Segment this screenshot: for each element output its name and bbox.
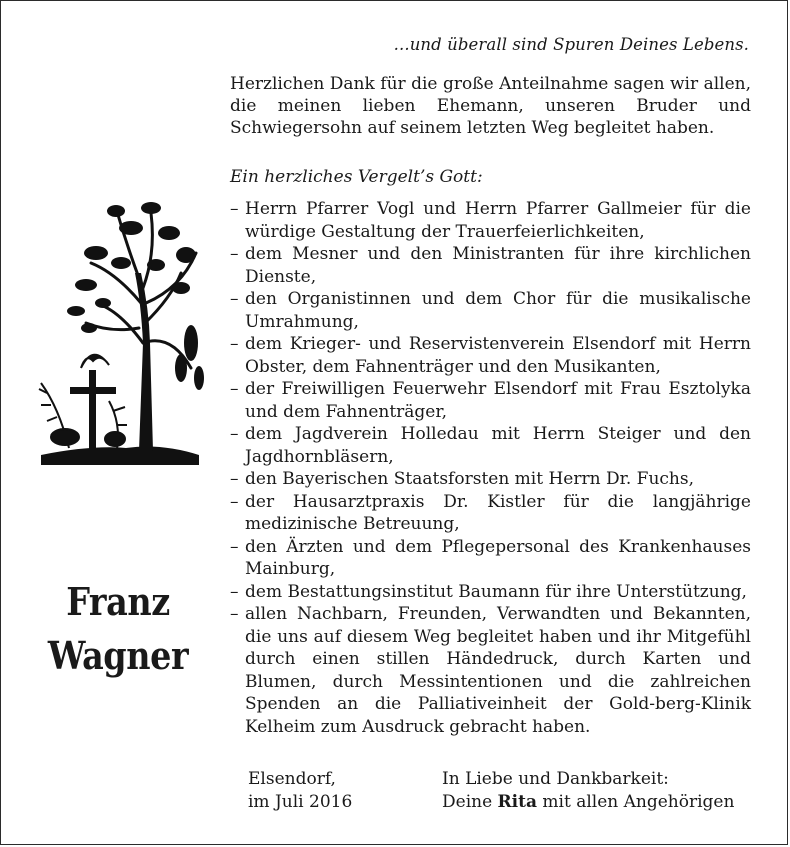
date: im Juli 2016 — [248, 791, 353, 812]
closing-line: In Liebe und Dankbarkeit: — [442, 769, 669, 789]
list-item: – Herrn Pfarrer Vogl und Herrn Pfarrer Gallmeier für die würdige Gestaltung der Trauerfeierlichkeiten, — [230, 198, 751, 243]
closing — [442, 768, 734, 813]
closing-suffix: mit allen Angehörigen — [542, 791, 735, 812]
signature-line — [442, 791, 734, 814]
place: Elsendorf, — [248, 769, 336, 789]
list-item: – der Freiwilligen Feuerwehr Elsendorf mit Frau Esztolyka und dem Fahnenträger, — [230, 378, 751, 423]
motto: ...und überall sind Spuren Deines Lebens. — [393, 35, 749, 54]
deceased-last-name: Wagner — [47, 633, 189, 678]
closing-prefix: Deine — [442, 791, 493, 812]
deceased-first-name: Franz — [66, 579, 170, 624]
list-item: – allen Nachbarn, Freunden, Verwandten und Bekannten, die uns auf diesem Weg begleitet haben und ihr Mitgefühl durch einen stillen Händedruck, durch Karten und Blumen, durch Messintentionen und die zahlreichen Spenden an die Palliativeinheit der Gold-berg-Klinik Kelheim zum Ausdruck gebracht haben. — [230, 603, 751, 738]
signer-name: Rita — [497, 791, 538, 812]
list-item: – den Bayerischen Staatsforsten mit Herrn Dr. Fuchs, — [230, 468, 751, 491]
intro-text: Herzlichen Dank für die große Anteilnahme sagen wir allen, die meinen lieben Ehemann, unseren Bruder und Schwiegersohn auf seinem letzten Weg begleitet haben. — [230, 74, 751, 138]
tree-with-cross-icon — [31, 193, 206, 473]
thanks-list — [230, 198, 751, 738]
list-item: – der Hausarztpraxis Dr. Kistler für die langjährige medizinische Betreuung, — [230, 491, 751, 536]
list-item: – den Organistinnen und dem Chor für die musikalische Umrahmung, — [230, 288, 751, 333]
list-item: – den Ärzten und dem Pflegepersonal des Krankenhauses Mainburg, — [230, 536, 751, 581]
subheading: Ein herzliches Vergelt’s Gott: — [230, 167, 483, 187]
place-date — [248, 768, 352, 813]
list-item: – dem Jagdverein Holledau mit Herrn Steiger und den Jagdhornbläsern, — [230, 423, 751, 468]
list-item: – dem Bestattungsinstitut Baumann für ihre Unterstützung, — [230, 581, 751, 604]
list-item: – dem Krieger- und Reservistenverein Elsendorf mit Herrn Obster, dem Fahnenträger und den Musikanten, — [230, 333, 751, 378]
list-item: – dem Mesner und den Ministranten für ihre kirchlichen Dienste, — [230, 243, 751, 288]
